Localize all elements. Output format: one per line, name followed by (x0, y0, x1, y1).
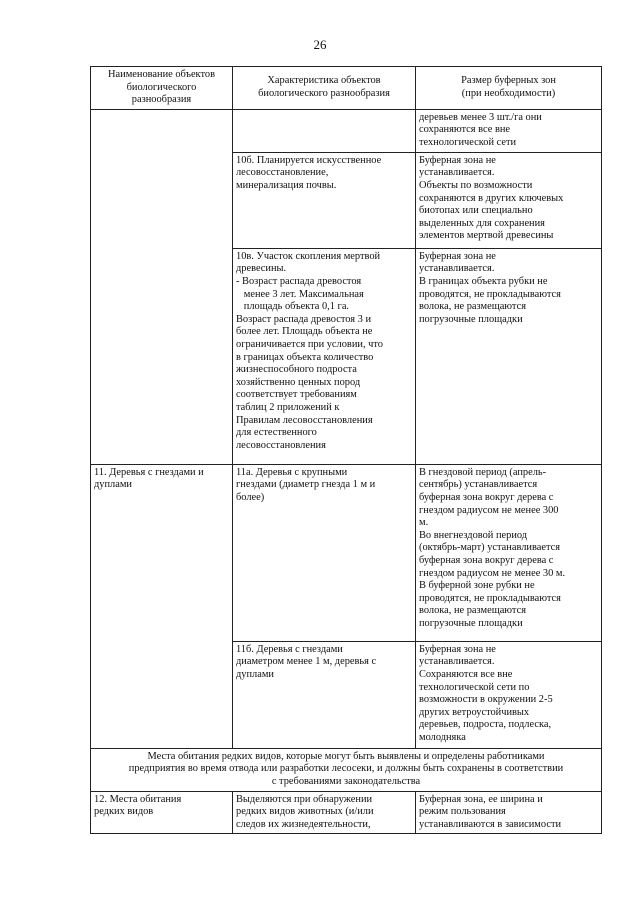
text-line: Во внегнездовой период (419, 529, 528, 541)
text-line: гнездами (диаметр гнезда 1 м и (236, 479, 376, 491)
table-section-row (91, 748, 602, 791)
text-line: буферная зона вокруг дерева с (419, 491, 554, 503)
page-number: 26 (313, 37, 327, 52)
cell-buffer-zone (416, 641, 602, 748)
section-rare-species-note (91, 748, 602, 791)
cell-characteristics (233, 464, 416, 641)
text-line: проводятся, не прокладываются (419, 288, 561, 300)
text-line: 10б. Планируется искусственное (236, 154, 382, 166)
text-line: Места обитания редких видов, которые могут быть выявлены и определены работниками (147, 750, 545, 762)
text-line: устанавливается. (419, 656, 495, 668)
cell-buffer-zone (416, 464, 602, 641)
cell-buffer-zone (416, 109, 602, 152)
text-line: Размер буферных зон (461, 75, 556, 87)
text-line: менее 3 лет. Максимальная (236, 288, 364, 300)
text-line: деревьев, подроста, подлеска, (419, 719, 552, 731)
text-line: биотопах или специально (419, 205, 533, 217)
text-line: Буферная зона не (419, 643, 496, 655)
text-line: 11. Деревья с гнездами и (94, 466, 204, 478)
text-line: таблиц 2 приложений к (236, 401, 340, 413)
text-line: деревьев менее 3 шт./га они (419, 111, 542, 123)
text-line: м. (419, 517, 429, 529)
text-line: Выделяются при обнаружении (236, 793, 373, 805)
text-line: 11а. Деревья с крупными (236, 466, 348, 478)
text-line: буферная зона вокруг дерева с (419, 554, 554, 566)
text-line: (октябрь-март) устанавливается (419, 542, 561, 554)
text-line: устанавливается. (419, 263, 495, 275)
cell-object-name (91, 791, 233, 833)
text-line: 10в. Участок скопления мертвой (236, 250, 381, 262)
text-line: элементов мертвой древесины (419, 230, 554, 242)
text-line: волока, не размещаются (419, 605, 526, 617)
cell-characteristics (233, 641, 416, 748)
text-line: Буферная зона не (419, 250, 496, 262)
text-line: Характеристика объектов (267, 75, 381, 87)
text-line: - Возраст распада древостоя (236, 275, 362, 287)
text-line: диаметром менее 1 м, деревья с (236, 656, 377, 668)
text-line: в границах объекта количество (236, 351, 374, 363)
text-line: более лет. Площадь объекта не (236, 326, 373, 338)
text-line: более) (236, 491, 265, 503)
text-line: сохраняются в других ключевых (419, 192, 564, 204)
text-line: дуплами (236, 668, 274, 680)
text-line: погрузочные площадки (419, 313, 523, 325)
text-line: биологического (126, 81, 197, 93)
text-line: В буферной зоне рубки не (419, 580, 535, 592)
header-object-characteristics (233, 67, 416, 110)
text-line: биологического разнообразия (258, 87, 390, 99)
biodiversity-objects-table (90, 66, 602, 834)
text-line: предприятия во время отвода или разработки лесосеки, и должны быть сохранены в соответствии (128, 763, 564, 775)
text-line: следов их жизнедеятельности, (236, 818, 371, 830)
text-line: Правилам лесовосстановления (236, 414, 373, 426)
text-line: Буферная зона, ее ширина и (419, 793, 543, 805)
text-line: В гнездовой период (апрель- (419, 466, 547, 478)
text-line: площадь объекта 0,1 га. (236, 301, 350, 313)
text-line: лесовосстановления (236, 439, 326, 451)
cell-buffer-zone (416, 152, 602, 248)
text-line: Наименование объектов (108, 69, 215, 80)
text-line: соответствует требованиям (236, 389, 357, 401)
text-line: технологической сети по (419, 681, 530, 693)
table-row (91, 109, 602, 152)
text-line: других ветроустойчивых (419, 706, 530, 718)
cell-object-name (91, 109, 233, 464)
cell-object-name (91, 464, 233, 748)
text-line: гнездом радиусом не менее 30 м. (419, 567, 566, 579)
text-line: Сохраняются все вне (419, 668, 513, 680)
text-line: древесины. (236, 263, 287, 275)
cell-buffer-zone (416, 248, 602, 464)
text-line: хозяйственно ценных пород (236, 376, 361, 388)
text-line: выделенных для сохранения (419, 217, 545, 229)
cell-buffer-zone (416, 791, 602, 833)
text-line: лесовосстановление, (236, 167, 329, 179)
text-line: ограничивается при условии, что (236, 338, 383, 350)
text-line: сохраняются все вне (419, 124, 511, 136)
header-buffer-zone-size (416, 67, 602, 110)
header-object-name (91, 67, 233, 110)
table-header-row (91, 67, 602, 110)
text-line: (при необходимости) (461, 87, 556, 99)
table-row (91, 791, 602, 833)
text-line: погрузочные площадки (419, 617, 523, 629)
text-line: Буферная зона не (419, 154, 496, 166)
text-line: Объекты по возможности (419, 179, 533, 191)
text-line: жизнеспособного подроста (236, 364, 357, 376)
text-line: технологической сети (419, 136, 517, 148)
text-line: молодняка (419, 731, 466, 743)
text-line: дуплами (94, 479, 132, 491)
text-line: устанавливаются в зависимости (419, 818, 562, 830)
text-line: сентябрь) устанавливается (419, 479, 538, 491)
text-line: 11б. Деревья с гнездами (236, 643, 343, 655)
text-line: гнездом радиусом не менее 300 (419, 504, 559, 516)
text-line: волока, не размещаются (419, 301, 526, 313)
text-line: минерализация почвы. (236, 179, 337, 191)
text-line: устанавливается. (419, 167, 495, 179)
cell-characteristics (233, 248, 416, 464)
text-line: с требованиями законодательства (271, 775, 421, 787)
text-line: возможности в окружении 2-5 (419, 694, 553, 706)
text-line: для естественного (236, 427, 317, 439)
text-line: режим пользования (419, 806, 506, 818)
text-line: Возраст распада древостоя 3 и (236, 313, 372, 325)
table-row (91, 464, 602, 641)
text-line: 12. Места обитания (94, 793, 182, 805)
cell-characteristics (233, 152, 416, 248)
text-line: В границах объекта рубки не (419, 275, 548, 287)
text-line: редких видов (94, 806, 154, 818)
cell-characteristics (233, 791, 416, 833)
cell-characteristics (233, 109, 416, 152)
text-line: редких видов животных (и/или (236, 806, 374, 818)
text-line: разнообразия (131, 94, 192, 106)
text-line: проводятся, не прокладываются (419, 592, 561, 604)
